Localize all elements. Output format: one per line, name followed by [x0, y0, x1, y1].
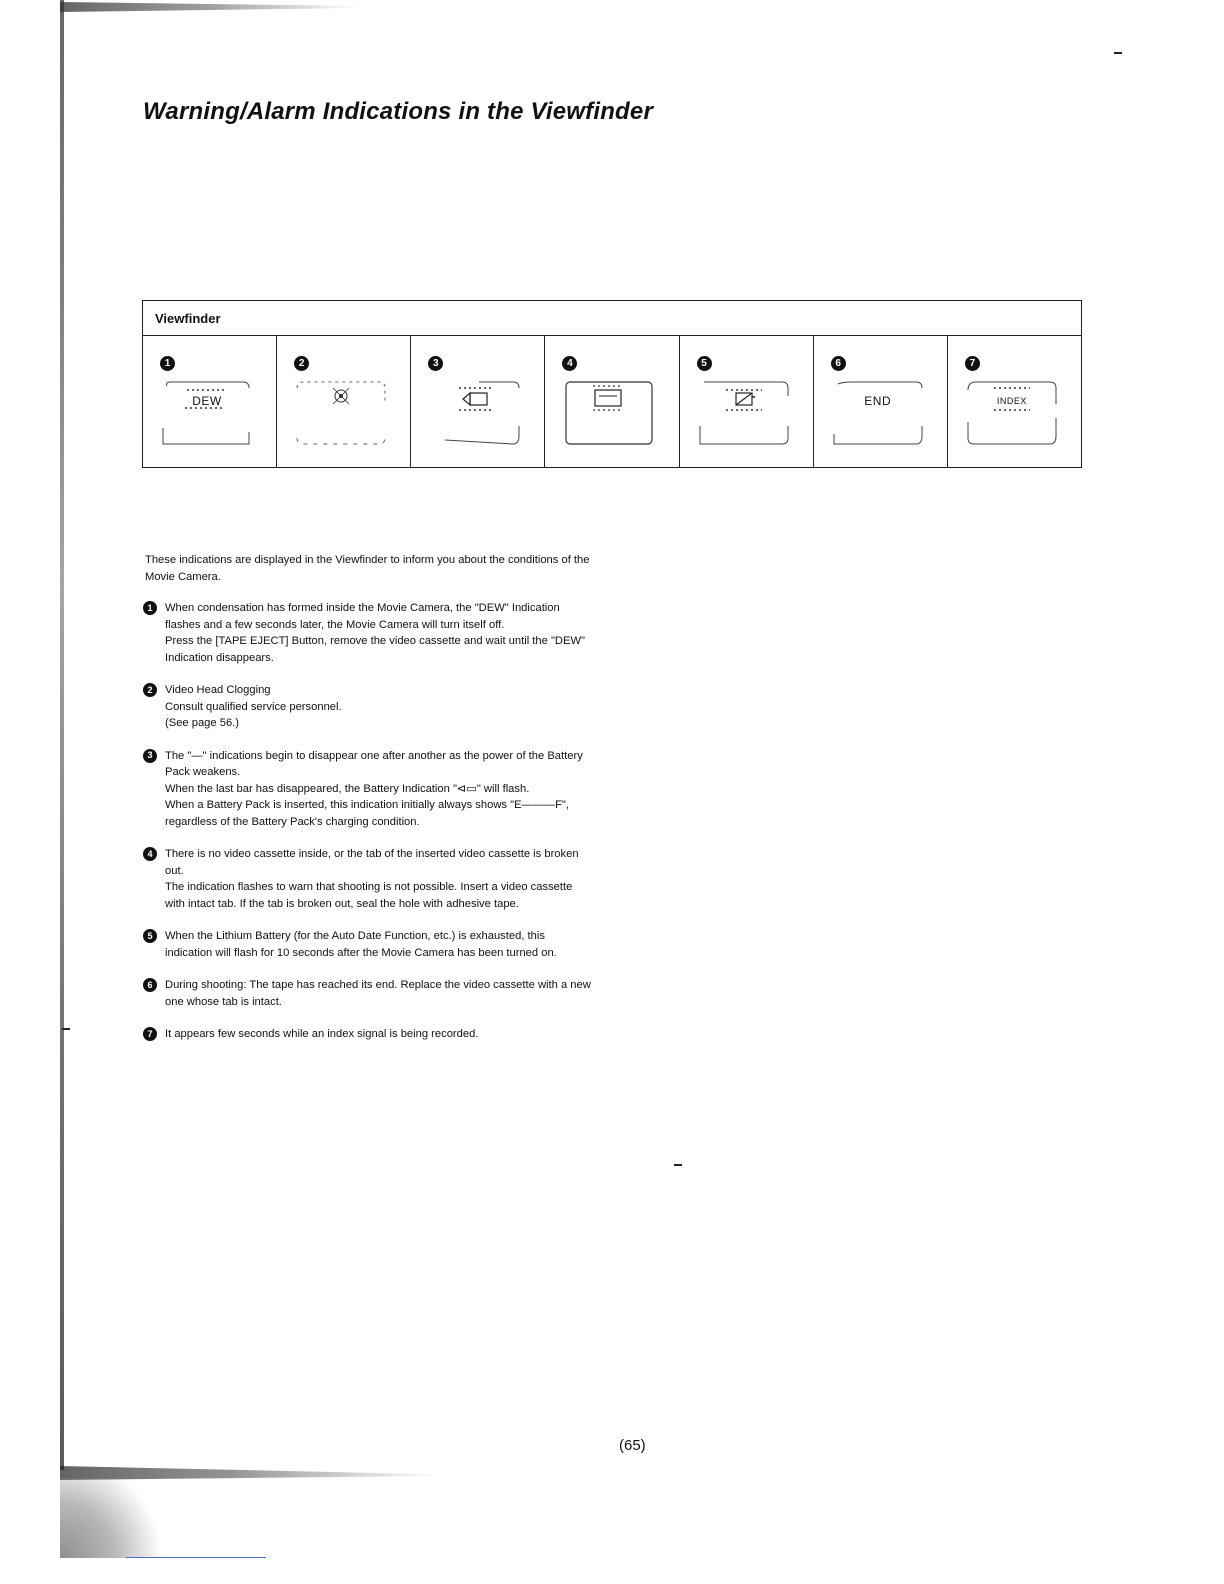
scan-mark — [674, 1164, 682, 1166]
viewfinder-cell-6 — [814, 336, 948, 467]
viewfinder-cell-4 — [545, 336, 679, 467]
viewfinder-cell-5 — [680, 336, 814, 467]
dew-indication: DEW — [192, 394, 222, 408]
scan-artifact-rule — [126, 1557, 266, 1558]
viewfinder-screen — [832, 378, 924, 448]
page-number: (65) — [619, 1437, 646, 1454]
item-line: During shooting: The tape has reached its end. Replace the video cassette with a new one whose tab is intact. — [165, 979, 591, 1008]
list-item — [143, 748, 593, 831]
viewfinder-screen — [563, 378, 655, 448]
viewfinder-header-label: Viewfinder — [155, 310, 221, 326]
item-line: The indication flashes to warn that shooting is not possible. Insert a video cassette with intact tab. If the tab is broken out, seal the hole with adhesive tape. — [165, 881, 573, 910]
item-line: The "—" indications begin to disappear one after another as the power of the Battery Pack weakens. — [165, 749, 583, 778]
item-line: When condensation has formed inside the Movie Camera, the "DEW" Indication flashes and a few seconds later, the Movie Camera will turn itself off. — [165, 602, 560, 631]
end-indication: END — [864, 394, 892, 408]
viewfinder-screen — [429, 378, 521, 448]
viewfinder-cells — [143, 336, 1081, 467]
item-line: When the last bar has disappeared, the Battery Indication "⊲▭" will flash. — [165, 782, 530, 795]
number-badge: 7 — [143, 1027, 157, 1041]
scan-mark — [1114, 52, 1122, 54]
lithium-battery-icon — [736, 393, 755, 405]
item-line: (See page 56.) — [165, 717, 240, 729]
number-badge: 2 — [294, 356, 309, 371]
list-item — [143, 846, 593, 912]
viewfinder-screen — [295, 378, 387, 448]
cassette-icon — [593, 386, 623, 410]
number-badge: 1 — [143, 601, 157, 615]
viewfinder-screen — [966, 378, 1058, 448]
list-item — [143, 977, 593, 1010]
number-badge: 3 — [428, 356, 443, 371]
list-item — [143, 928, 593, 961]
screen-frame-icon — [161, 378, 253, 448]
number-badge: 5 — [143, 929, 157, 943]
viewfinder-table — [142, 300, 1082, 468]
number-badge: 3 — [143, 749, 157, 763]
viewfinder-cell-3 — [411, 336, 545, 467]
intro-paragraph: These indications are displayed in the Viewfinder to inform you about the conditions of the Movie Camera. — [145, 554, 590, 583]
scan-artifact-top — [60, 2, 360, 12]
item-line: It appears few seconds while an index signal is being recorded. — [165, 1028, 479, 1040]
number-badge: 4 — [562, 356, 577, 371]
number-badge: 7 — [965, 356, 980, 371]
page-title: Warning/Alarm Indications in the Viewfinder — [143, 98, 653, 125]
number-badge: 2 — [143, 683, 157, 697]
viewfinder-cell-1 — [143, 336, 277, 467]
item-line: There is no video cassette inside, or the tab of the inserted video cassette is broken out. — [165, 848, 579, 877]
viewfinder-screen — [698, 378, 790, 448]
number-badge: 6 — [831, 356, 846, 371]
list-item — [143, 600, 593, 666]
list-item — [143, 1026, 593, 1043]
item-line: Video Head Clogging — [165, 684, 271, 696]
viewfinder-screen — [161, 378, 253, 448]
viewfinder-cell-7 — [948, 336, 1081, 467]
viewfinder-table-header — [143, 301, 1081, 336]
scan-artifact-corner — [60, 1478, 170, 1558]
number-badge: 5 — [697, 356, 712, 371]
viewfinder-cell-2 — [277, 336, 411, 467]
number-badge: 6 — [143, 978, 157, 992]
battery-icon — [463, 393, 487, 405]
number-badge: 4 — [143, 847, 157, 861]
item-line: When the Lithium Battery (for the Auto Date Function, etc.) is exhausted, this indication will flash for 10 seconds after the Movie Camera has been turned on. — [165, 930, 557, 959]
head-clogging-icon — [333, 388, 349, 404]
description-text — [143, 552, 593, 1059]
list-item — [143, 682, 593, 732]
index-indication: INDEX — [996, 396, 1027, 406]
item-line: When a Battery Pack is inserted, this indication initially always shows "E———F", regardless of the Battery Pack's charging condition. — [165, 799, 570, 828]
scan-artifact-left-edge — [60, 0, 64, 1470]
scan-mark — [62, 1028, 70, 1030]
item-line: Consult qualified service personnel. — [165, 700, 342, 713]
number-badge: 1 — [160, 356, 175, 371]
item-line: Press the [TAPE EJECT] Button, remove the video cassette and wait until the "DEW" Indication disappears. — [165, 635, 585, 664]
